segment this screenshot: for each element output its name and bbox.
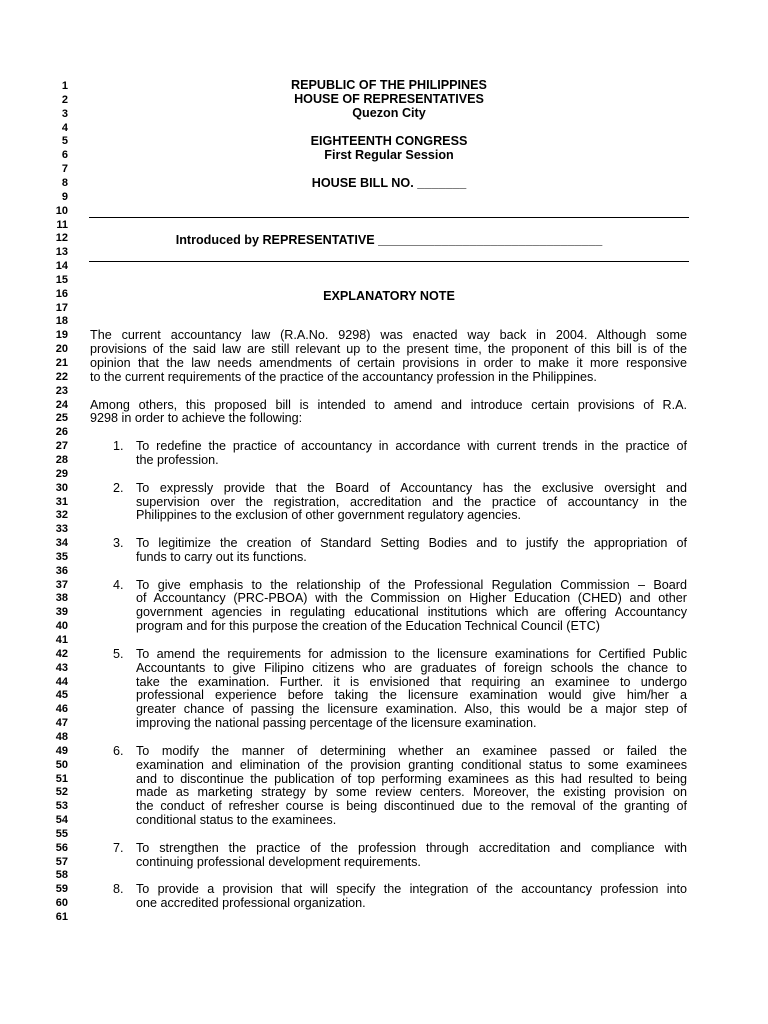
line-number: 10	[55, 204, 68, 217]
line-number: 44	[55, 675, 68, 688]
list-item-number: 7.	[113, 840, 124, 855]
line-number: 22	[55, 370, 68, 383]
line-number: 30	[55, 481, 68, 494]
line-number: 25	[55, 412, 68, 425]
line-number: 41	[55, 634, 68, 646]
introduced-by: Introduced by REPRESENTATIVE ________________________________	[175, 233, 603, 247]
line-number: 3	[61, 107, 68, 120]
line-number: 49	[55, 744, 68, 757]
list-item-line: conditional status to the examinees.	[136, 813, 337, 828]
list-item-line: To modify the manner of determining whether an examinee passed or failed the	[136, 743, 687, 758]
line-number: 34	[55, 537, 68, 550]
paragraph-line: Among others, this proposed bill is intended to amend and introduce certain provisions of R.A.	[90, 397, 687, 412]
line-number: 8	[61, 176, 68, 189]
line-number: 1	[61, 80, 68, 92]
line-number: 18	[55, 315, 68, 328]
line-number: 21	[55, 357, 68, 369]
list-item-line: funds to carry out its functions.	[136, 549, 307, 564]
line-number: 15	[55, 273, 68, 286]
line-number: 58	[55, 869, 68, 882]
line-number: 60	[55, 897, 68, 910]
list-item-line: government agencies in regulating educational institutions which are offering Accountancy	[136, 605, 687, 620]
line-number: 33	[55, 523, 68, 536]
list-item-line: To redefine the practice of accountancy in accordance with current trends in the practice of	[136, 439, 687, 454]
line-number: 29	[55, 467, 68, 480]
line-number: 55	[55, 827, 68, 840]
line-number: 11	[56, 218, 68, 231]
line-number: 19	[55, 329, 68, 342]
header-house: HOUSE OF REPRESENTATIVES	[294, 92, 484, 106]
list-item-line: supervision over the registration, accreditation and the practice of accountancy in the	[136, 494, 687, 509]
line-number: 42	[55, 647, 68, 660]
line-number: 32	[55, 509, 68, 522]
paragraph-line: 9298 in order to achieve the following:	[90, 411, 303, 426]
line-number: 59	[55, 883, 68, 896]
line-number: 2	[61, 93, 68, 106]
header-congress: EIGHTEENTH CONGRESS	[310, 134, 468, 148]
line-number: 36	[55, 564, 68, 577]
line-number: 13	[55, 246, 68, 259]
line-number: 28	[55, 453, 68, 466]
list-item-line: To expressly provide that the Board of Accountancy has the exclusive oversight and	[136, 480, 687, 495]
line-number: 46	[55, 703, 68, 716]
list-item-number: 2.	[113, 480, 124, 495]
list-item-line: program and for this purpose the creation of the Education Technical Council (ETC)	[136, 619, 600, 634]
line-number: 26	[55, 426, 68, 439]
line-number: 39	[55, 606, 68, 619]
list-item-line: made as marketing strategy by some review centers. Moreover, the existing provision on	[136, 785, 687, 800]
line-number: 27	[55, 440, 68, 453]
line-number: 61	[55, 911, 68, 923]
list-item-number: 5.	[113, 646, 124, 661]
list-item-line: and to discontinue the publication of top performing examinees as this had resulted to being	[136, 771, 687, 786]
list-item-line: one accredited professional organization.	[136, 896, 366, 911]
line-number: 4	[61, 121, 68, 134]
header-divider-top	[89, 217, 689, 218]
line-number: 52	[55, 786, 68, 799]
list-item-number: 4.	[113, 577, 124, 592]
note-title: EXPLANATORY NOTE	[323, 289, 455, 303]
header-divider-bottom	[89, 261, 689, 262]
line-number: 17	[55, 301, 68, 314]
header-city: Quezon City	[352, 106, 426, 120]
list-item-line: To provide a provision that will specify the integration of the accountancy profession into	[136, 882, 687, 897]
paragraph-line: provisions of the said law are still relevant up to the present time, the proponent of this bill is of the	[90, 342, 687, 357]
list-item-line: To give emphasis to the relationship of the Professional Regulation Commission – Board	[136, 577, 687, 592]
line-number: 54	[55, 814, 68, 827]
paragraph-line: The current accountancy law (R.A.No. 9298) was enacted way back in 2004. Although some	[90, 328, 687, 343]
list-item-line: take the examination. Further. it is envisioned that requiring an examinee to undergo	[136, 674, 687, 689]
line-number: 53	[55, 800, 68, 813]
list-item-line: continuing professional development requirements.	[136, 854, 421, 869]
line-number: 24	[55, 398, 68, 411]
list-item-line: the profession.	[136, 452, 219, 467]
paragraph-line: to the current requirements of the practice of the accountancy profession in the Philippines.	[90, 369, 597, 384]
header-republic: REPUBLIC OF THE PHILIPPINES	[291, 78, 487, 92]
list-item-line: improving the national passing percentage of the licensure examination.	[136, 716, 537, 731]
list-item-number: 8.	[113, 882, 124, 897]
list-item-line: Philippines to the exclusion of other government regulatory agencies.	[136, 508, 522, 523]
line-number: 48	[55, 730, 68, 743]
list-item-number: 1.	[113, 439, 124, 454]
paragraph-line: opinion that the law needs amendments of certain provisions in order to make it more responsive	[90, 356, 687, 370]
line-number: 5	[61, 135, 68, 148]
list-item-line: professional experience before taking the licensure examination would give him/her a	[136, 688, 687, 703]
line-number: 9	[61, 190, 68, 203]
list-item-line: greater chance of passing the licensure examination. Also, this would be a major step of	[136, 702, 687, 717]
list-item-line: of Accountancy (PRC-PBOA) with the Commission on Higher Education (CHED) and other	[136, 591, 687, 606]
list-item-line: the conduct of refresher course is being discontinued due to the removal of the granting of	[136, 799, 687, 814]
line-number: 40	[55, 620, 68, 633]
line-number: 14	[55, 260, 68, 273]
line-number: 56	[55, 841, 68, 854]
line-number: 45	[55, 689, 68, 702]
line-number: 20	[55, 343, 68, 356]
list-item-line: To amend the requirements for admission to the licensure examinations for Certified Public	[136, 646, 687, 661]
line-number: 37	[55, 578, 68, 591]
header-session: First Regular Session	[324, 148, 454, 162]
line-number: 16	[55, 287, 68, 300]
line-number: 43	[55, 661, 68, 674]
line-number: 35	[55, 550, 68, 563]
list-item-line: examination and elimination of the provision granting conditional status to some examinees	[136, 757, 687, 772]
line-number: 31	[55, 495, 68, 508]
line-number: 38	[55, 592, 68, 605]
line-number: 51	[55, 772, 68, 785]
list-item-line: To legitimize the creation of Standard Setting Bodies and to justify the appropriation of	[136, 536, 687, 551]
line-number: 50	[55, 758, 68, 771]
line-number: 6	[61, 149, 68, 162]
line-number: 12	[55, 232, 68, 245]
list-item-number: 3.	[113, 536, 124, 551]
list-item-line: Accountants to give Filipino citizens who are graduates of foreign schools the chance to	[136, 660, 687, 675]
house-bill-number: HOUSE BILL NO. _______	[311, 176, 467, 190]
line-number: 47	[55, 717, 68, 730]
line-number: 7	[61, 163, 68, 176]
list-item-line: To strengthen the practice of the profession through accreditation and compliance with	[136, 840, 687, 855]
line-number: 23	[55, 384, 68, 397]
list-item-number: 6.	[113, 743, 124, 758]
line-number: 57	[55, 855, 68, 868]
